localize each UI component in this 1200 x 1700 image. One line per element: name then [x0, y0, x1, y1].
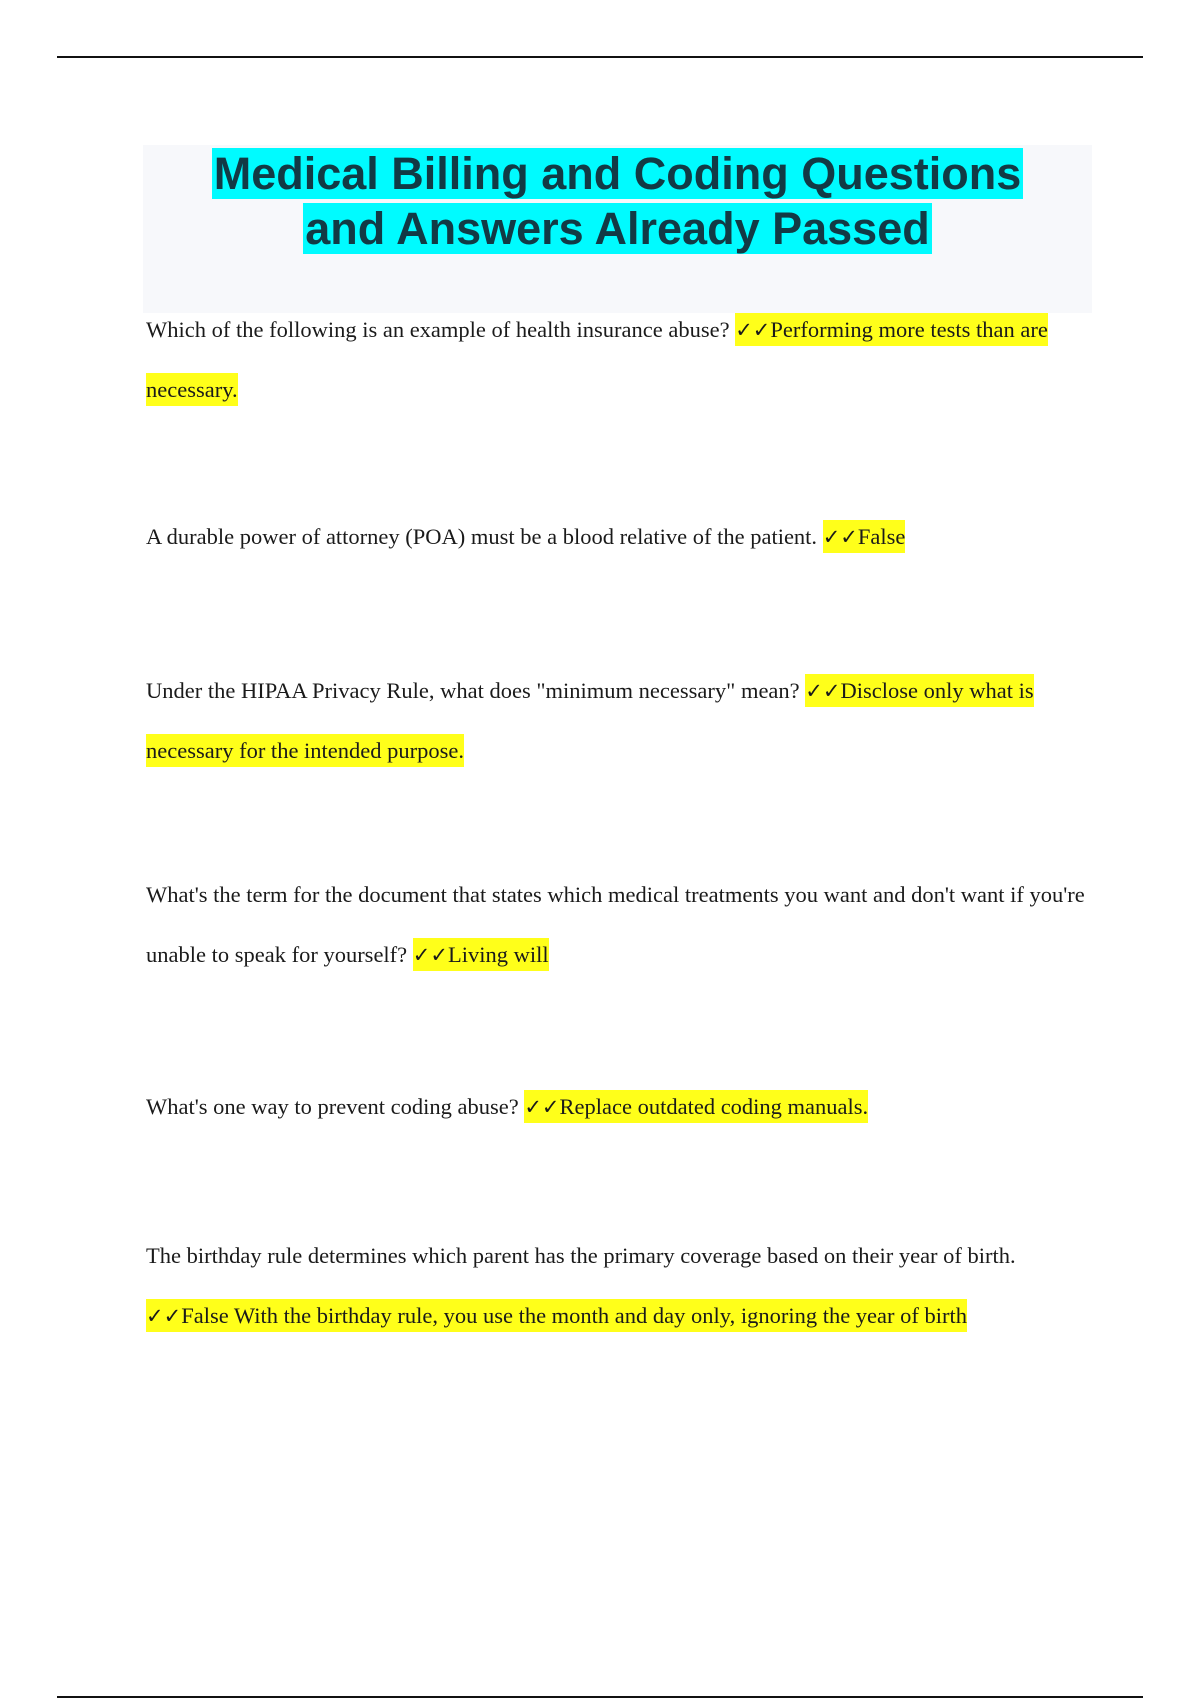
qa-item-4: [146, 865, 1086, 985]
question-text: Which of the following is an example of health insurance abuse?: [146, 317, 730, 342]
double-check-icon: ✓✓: [146, 1304, 182, 1328]
answer-highlight: [413, 938, 549, 971]
answer-highlight: [823, 520, 906, 553]
question-text: Under the HIPAA Privacy Rule, what does "minimum necessary" mean?: [146, 678, 800, 703]
double-check-icon: ✓✓: [524, 1095, 560, 1119]
question-text: What's the term for the document that states which medical treatments you want and don't want if you're unable to speak for yourself?: [146, 882, 1085, 967]
bottom-rule: [57, 1696, 1143, 1698]
qa-item-1: [146, 300, 1086, 420]
answer-text: False With the birthday rule, you use the month and day only, ignoring the year of birth: [181, 1303, 968, 1328]
title-block: [143, 145, 1092, 313]
top-rule: [57, 56, 1143, 58]
page-title: [143, 145, 1092, 256]
answer-highlight: [146, 1299, 967, 1332]
qa-item-5: [146, 1077, 1086, 1137]
answer-text: Disclose only what is necessary for the intended purpose.: [146, 678, 1034, 763]
answer-text: Performing more tests than are necessary.: [146, 317, 1048, 402]
title-line-1: Medical Billing and Coding Questions: [213, 148, 1022, 199]
double-check-icon: ✓✓: [735, 318, 771, 342]
answer-text: Living will: [447, 942, 549, 967]
answer-text: Replace outdated coding manuals.: [559, 1094, 869, 1119]
title-line-2: and Answers Already Passed: [305, 203, 930, 254]
answer-text: False: [857, 524, 906, 549]
qa-item-2: [146, 507, 1086, 567]
question-text: A durable power of attorney (POA) must be a blood relative of the patient.: [146, 524, 818, 549]
qa-item-3: [146, 661, 1086, 781]
question-text: What's one way to prevent coding abuse?: [146, 1094, 519, 1119]
double-check-icon: ✓✓: [412, 943, 448, 967]
question-text: The birthday rule determines which parent has the primary coverage based on their year of birth.: [146, 1243, 1016, 1268]
double-check-icon: ✓✓: [805, 679, 841, 703]
double-check-icon: ✓✓: [822, 525, 858, 549]
answer-highlight: [524, 1090, 868, 1123]
qa-item-6: [146, 1226, 1086, 1346]
